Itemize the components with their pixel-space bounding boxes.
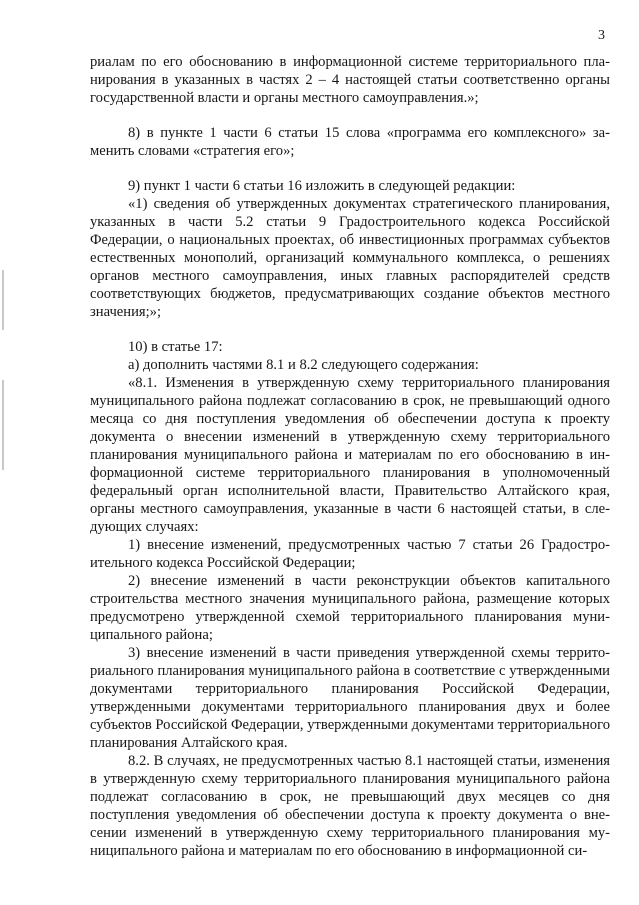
- scan-margin-mark: [2, 380, 4, 470]
- paragraph-part-8-2: 8.2. В случаях, не предусмотренных частью 8.1 настоящей статьи, изменения в утвержденную схему территориального планирования муниципального района подлежат согласованию в срок, не превышающий двух месяцев со дня поступления уведомления об обеспечении доступа к проекту документа о внесении изменений в утвержденную схему территориального планирования муниципального района и материалам по его обоснованию в информационной си-: [90, 753, 610, 859]
- page-number: 3: [598, 28, 605, 43]
- paragraph-case-1: 1) внесение изменений, предусмотренных частью 7 статьи 26 Градостроительного кодекса Российской Федерации;: [90, 537, 610, 571]
- paragraph-case-2: 2) внесение изменений в части реконструкции объектов капитального строительства местного значения муниципального района, размещение которых предусмотрено утвержденной схемой территориального планирования муниципального района;: [90, 573, 610, 643]
- paragraph-item-8: 8) в пункте 1 части 6 статьи 15 слова «программа его комплексного» заменить словами «стратегия его»;: [90, 125, 610, 159]
- document-body: [90, 53, 610, 860]
- paragraph-subitem-a: а) дополнить частями 8.1 и 8.2 следующего содержания:: [128, 357, 479, 373]
- paragraph-item-9: 9) пункт 1 части 6 статьи 16 изложить в следующей редакции:: [128, 178, 516, 194]
- paragraph-item-10: 10) в статье 17:: [128, 339, 223, 355]
- scan-margin-mark: [2, 270, 4, 330]
- paragraph-item-9-text: «1) сведения об утвержденных документах стратегического планирования, указанных в части 5.2 статьи 9 Градостроительного кодекса Российской Федерации, о национальных проектах, об инвестиционных программах субъектов естественных монополий, организаций коммунального комплекса, о решениях органов местного самоуправления, иных главных распорядителей средств соответствующих бюджетов, предусматривающих создание объектов местного значения;»;: [90, 196, 610, 320]
- paragraph-continuation: риалам по его обоснованию в информационной системе территориального планирования в указанных в частях 2 – 4 настоящей статьи соответственно органы государственной власти и органы местного самоуправления.»;: [90, 54, 610, 106]
- paragraph-case-3: 3) внесение изменений в части приведения утвержденной схемы территориального планирования муниципального района в соответствие с утвержденными документами территориального планирования Российской Федерации, утвержденными документами территориального планирования двух и более субъектов Российской Федерации, утвержденными документами территориального планирования Алтайского края.: [90, 645, 610, 751]
- paragraph-part-8-1: «8.1. Изменения в утвержденную схему территориального планирования муниципального района подлежат согласованию в срок, не превышающий одного месяца со дня поступления уведомления об обеспечении доступа к проекту документа о внесении изменений в утвержденную схему территориального планирования муниципального района и материалам по его обоснованию в информационной системе территориального планирования в уполномоченный федеральный орган исполнительной власти, Правительство Алтайского края, органы местного самоуправления, указанные в части 6 настоящей статьи, в следующих случаях:: [90, 375, 610, 535]
